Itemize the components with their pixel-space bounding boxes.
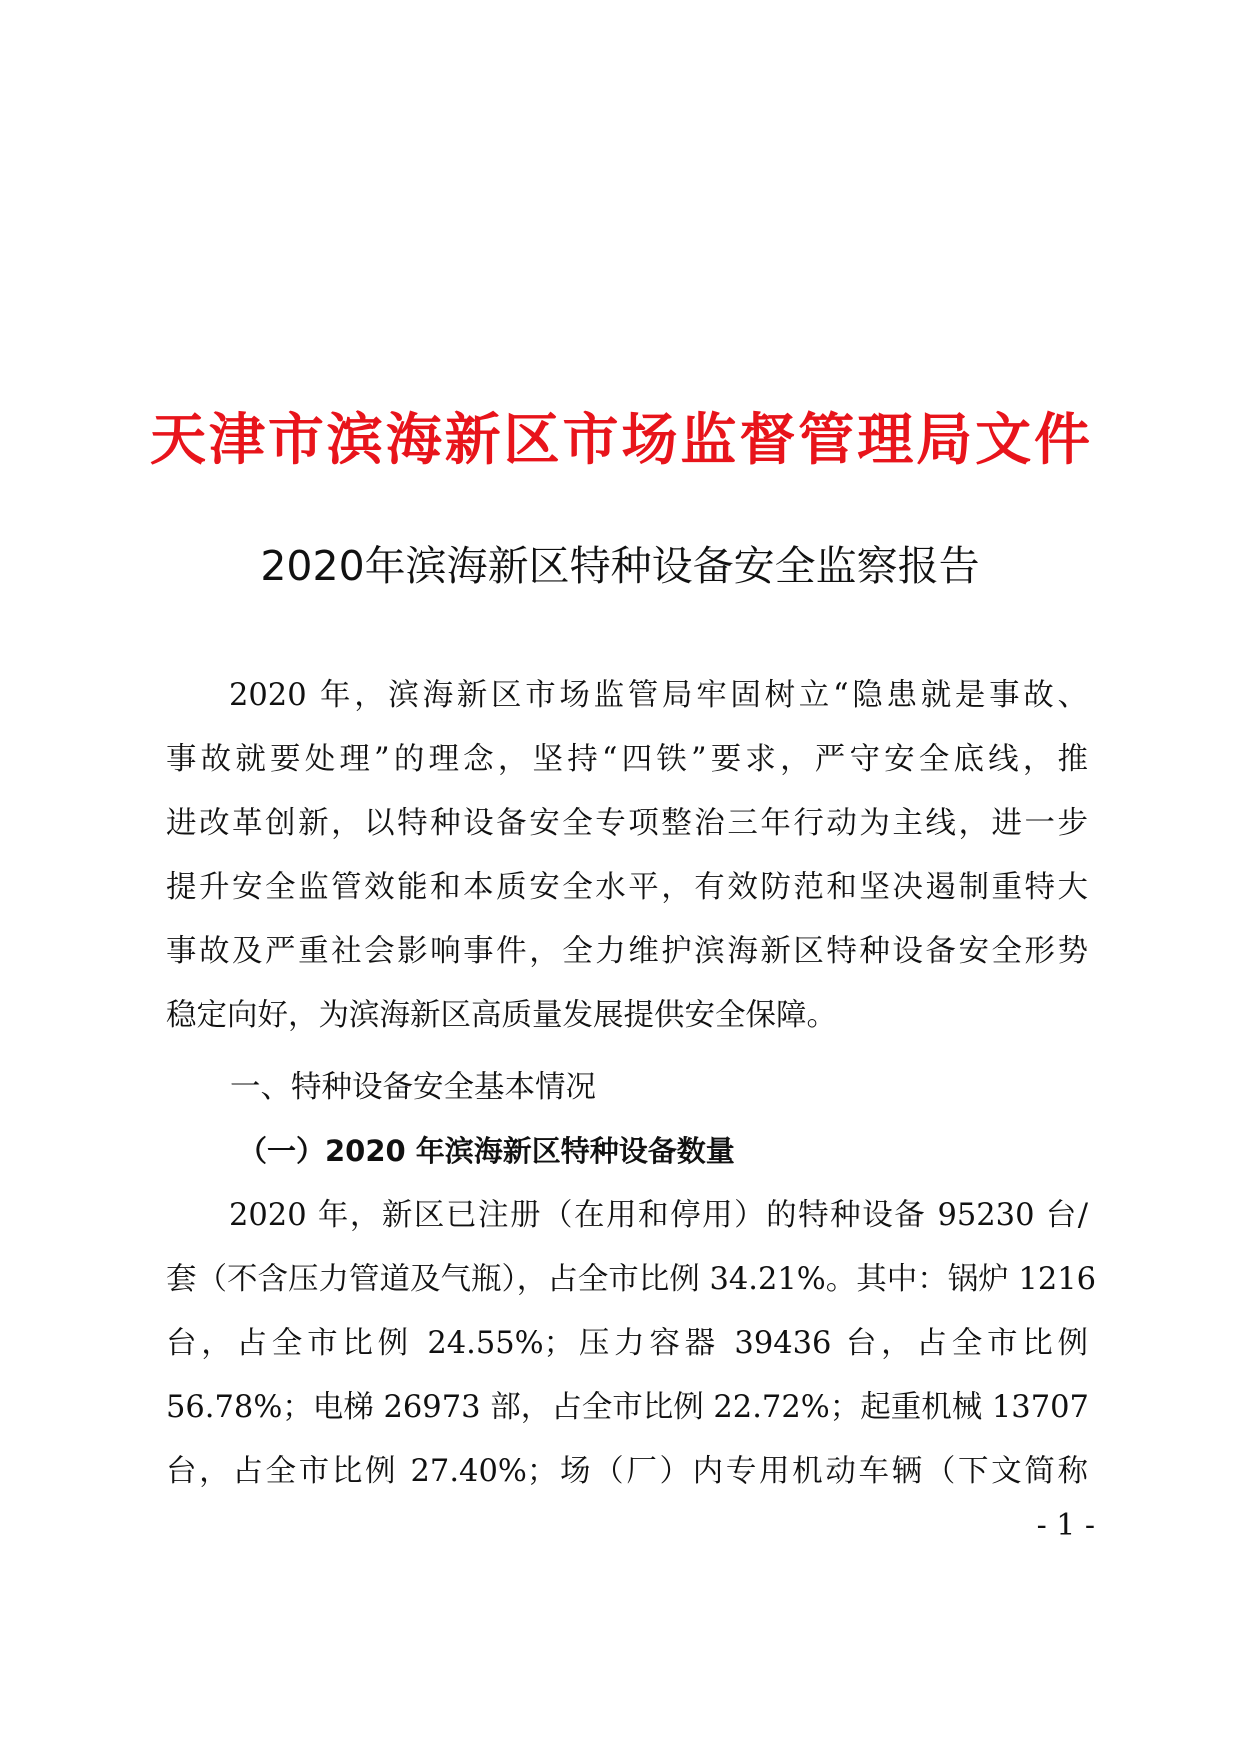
quantity-line: 台，占全市比例 27.40%；场（厂）内专用机动车辆（下文简称 (166, 1454, 1088, 1489)
intro-line: 事故就要处理”的理念，坚持“四铁”要求，严守安全底线，推 (166, 742, 1088, 777)
quantity-line: 台，占全市比例 24.55%；压力容器 39436 台，占全市比例 (166, 1326, 1088, 1361)
section-heading: 一、特种设备安全基本情况 (230, 1070, 596, 1105)
issuing-authority-header: 天津市滨海新区市场监督管理局文件 (150, 407, 1090, 473)
intro-line: 提升安全监管效能和本质安全水平，有效防范和坚决遏制重特大 (166, 870, 1088, 905)
intro-line: 事故及严重社会影响事件，全力维护滨海新区特种设备安全形势 (166, 934, 1088, 969)
intro-line: 2020 年，滨海新区市场监管局牢固树立“隐患就是事故、 (229, 678, 1088, 713)
document-title: 2020年滨海新区特种设备安全监察报告 (260, 542, 980, 590)
intro-line: 稳定向好，为滨海新区高质量发展提供安全保障。 (166, 998, 837, 1033)
quantity-paragraph (166, 1184, 1097, 1504)
intro-line: 进改革创新，以特种设备安全专项整治三年行动为主线，进一步 (166, 806, 1088, 841)
intro-paragraph (166, 664, 1088, 1048)
quantity-line: 2020 年，新区已注册（在用和停用）的特种设备 95230 台/ (229, 1198, 1088, 1233)
subsection-heading: （一）2020 年滨海新区特种设备数量 (238, 1134, 735, 1168)
quantity-line: 套（不含压力管道及气瓶），占全市比例 34.21%。其中：锅炉 1216 (166, 1262, 1097, 1297)
page-number: - 1 - (1036, 1508, 1095, 1543)
quantity-line: 56.78%；电梯 26973 部，占全市比例 22.72%；起重机械 13707 (166, 1390, 1089, 1425)
